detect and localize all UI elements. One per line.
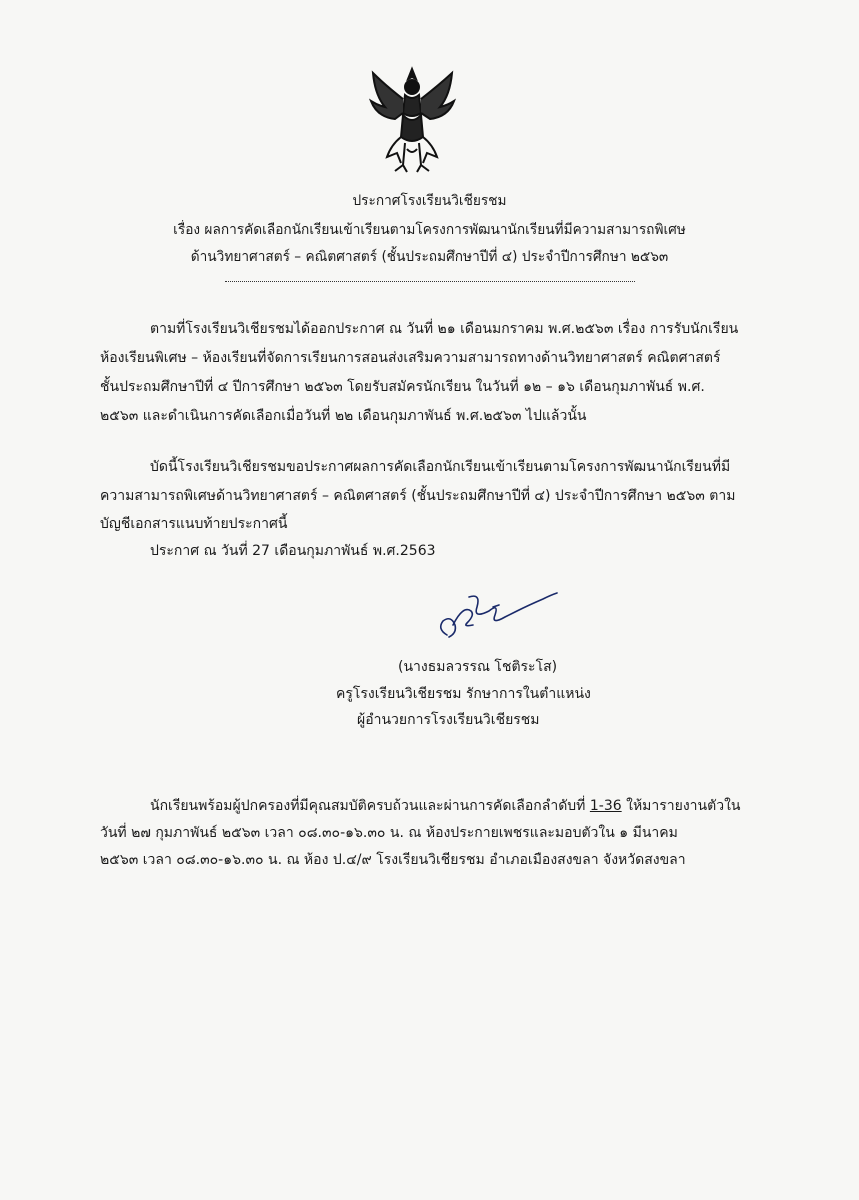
notice-line2: วันที่ ๒๗ กุมภาพันธ์ ๒๕๖๓ เวลา ๐๘.๓๐-๑๖.๓๐ น. ณ ห้องประกายเพชรและมอบตัวใน ๑ มีนาคม	[100, 825, 678, 841]
para1-line3: ชั้นประถมศึกษาปีที่ ๔ ปีการศึกษา ๒๕๖๓ โดยรับสมัครนักเรียน ในวันที่ ๑๒ – ๑๖ เดือนกุมภาพันธ์ พ.ศ.	[100, 379, 705, 395]
handwritten-signature	[433, 585, 563, 645]
notice-line3: ๒๕๖๓ เวลา ๐๘.๓๐-๑๖.๓๐ น. ณ ห้อง ป.๔/๙ โรงเรียนวิเชียรชม อำเภอเมืองสงขลา จังหวัดสงขลา	[100, 852, 686, 868]
announcement-org: ประกาศโรงเรียนวิเชียรชม	[352, 193, 507, 209]
signatory-name: (นางธมลวรรณ โชติระโส)	[398, 659, 558, 675]
notice-line1	[150, 795, 740, 817]
para1-line2: ห้องเรียนพิเศษ – ห้องเรียนที่จัดการเรียนการสอนส่งเสริมความสามารถทางด้านวิทยาศาสตร์ คณิตศาสตร์	[100, 350, 721, 366]
signatory-position-2: ผู้อำนวยการโรงเรียนวิเชียรชม	[357, 712, 540, 728]
signatory-position-1: ครูโรงเรียนวิเชียรชม รักษาการในตำแหน่ง	[336, 686, 591, 702]
dotted-divider	[225, 281, 635, 282]
para2-line3: บัญชีเอกสารแนบท้ายประกาศนี้	[100, 516, 288, 532]
para2-line1: บัดนี้โรงเรียนวิเชียรชมขอประกาศผลการคัดเลือกนักเรียนเข้าเรียนตามโครงการพัฒนานักเรียนที่มี	[150, 459, 731, 475]
para1-line4: ๒๕๖๓ และดำเนินการคัดเลือกเมื่อวันที่ ๒๒ เดือนกุมภาพันธ์ พ.ศ.๒๕๖๓ ไปแล้วนั้น	[100, 408, 587, 424]
notice-line1-post: ให้มารายงานตัวใน	[621, 798, 741, 814]
para1-line1: ตามที่โรงเรียนวิเชียรชมได้ออกประกาศ ณ วันที่ ๒๑ เดือนมกราคม พ.ศ.๒๕๖๓ เรื่อง การรับนักเรียน	[150, 321, 739, 337]
para2-line2: ความสามารถพิเศษด้านวิทยาศาสตร์ – คณิตศาสตร์ (ชั้นประถมศึกษาปีที่ ๔) ประจำปีการศึกษา ๒๕๖๓ ตาม	[100, 488, 736, 504]
announce-date: ประกาศ ณ วันที่ 27 เดือนกุมภาพันธ์ พ.ศ.2563	[150, 543, 436, 559]
announcement-subject: เรื่อง ผลการคัดเลือกนักเรียนเข้าเรียนตามโครงการพัฒนานักเรียนที่มีความสามารถพิเศษ	[173, 222, 686, 238]
announcement-subject-line2: ด้านวิทยาศาสตร์ – คณิตศาสตร์ (ชั้นประถมศึกษาปีที่ ๔) ประจำปีการศึกษา ๒๕๖๓	[190, 249, 669, 265]
notice-line1-pre: นักเรียนพร้อมผู้ปกครองที่มีคุณสมบัติครบถ้วนและผ่านการคัดเลือกลำดับที่	[150, 798, 590, 814]
notice-rank-range: 1-36	[589, 798, 622, 814]
garuda-emblem	[365, 65, 460, 175]
